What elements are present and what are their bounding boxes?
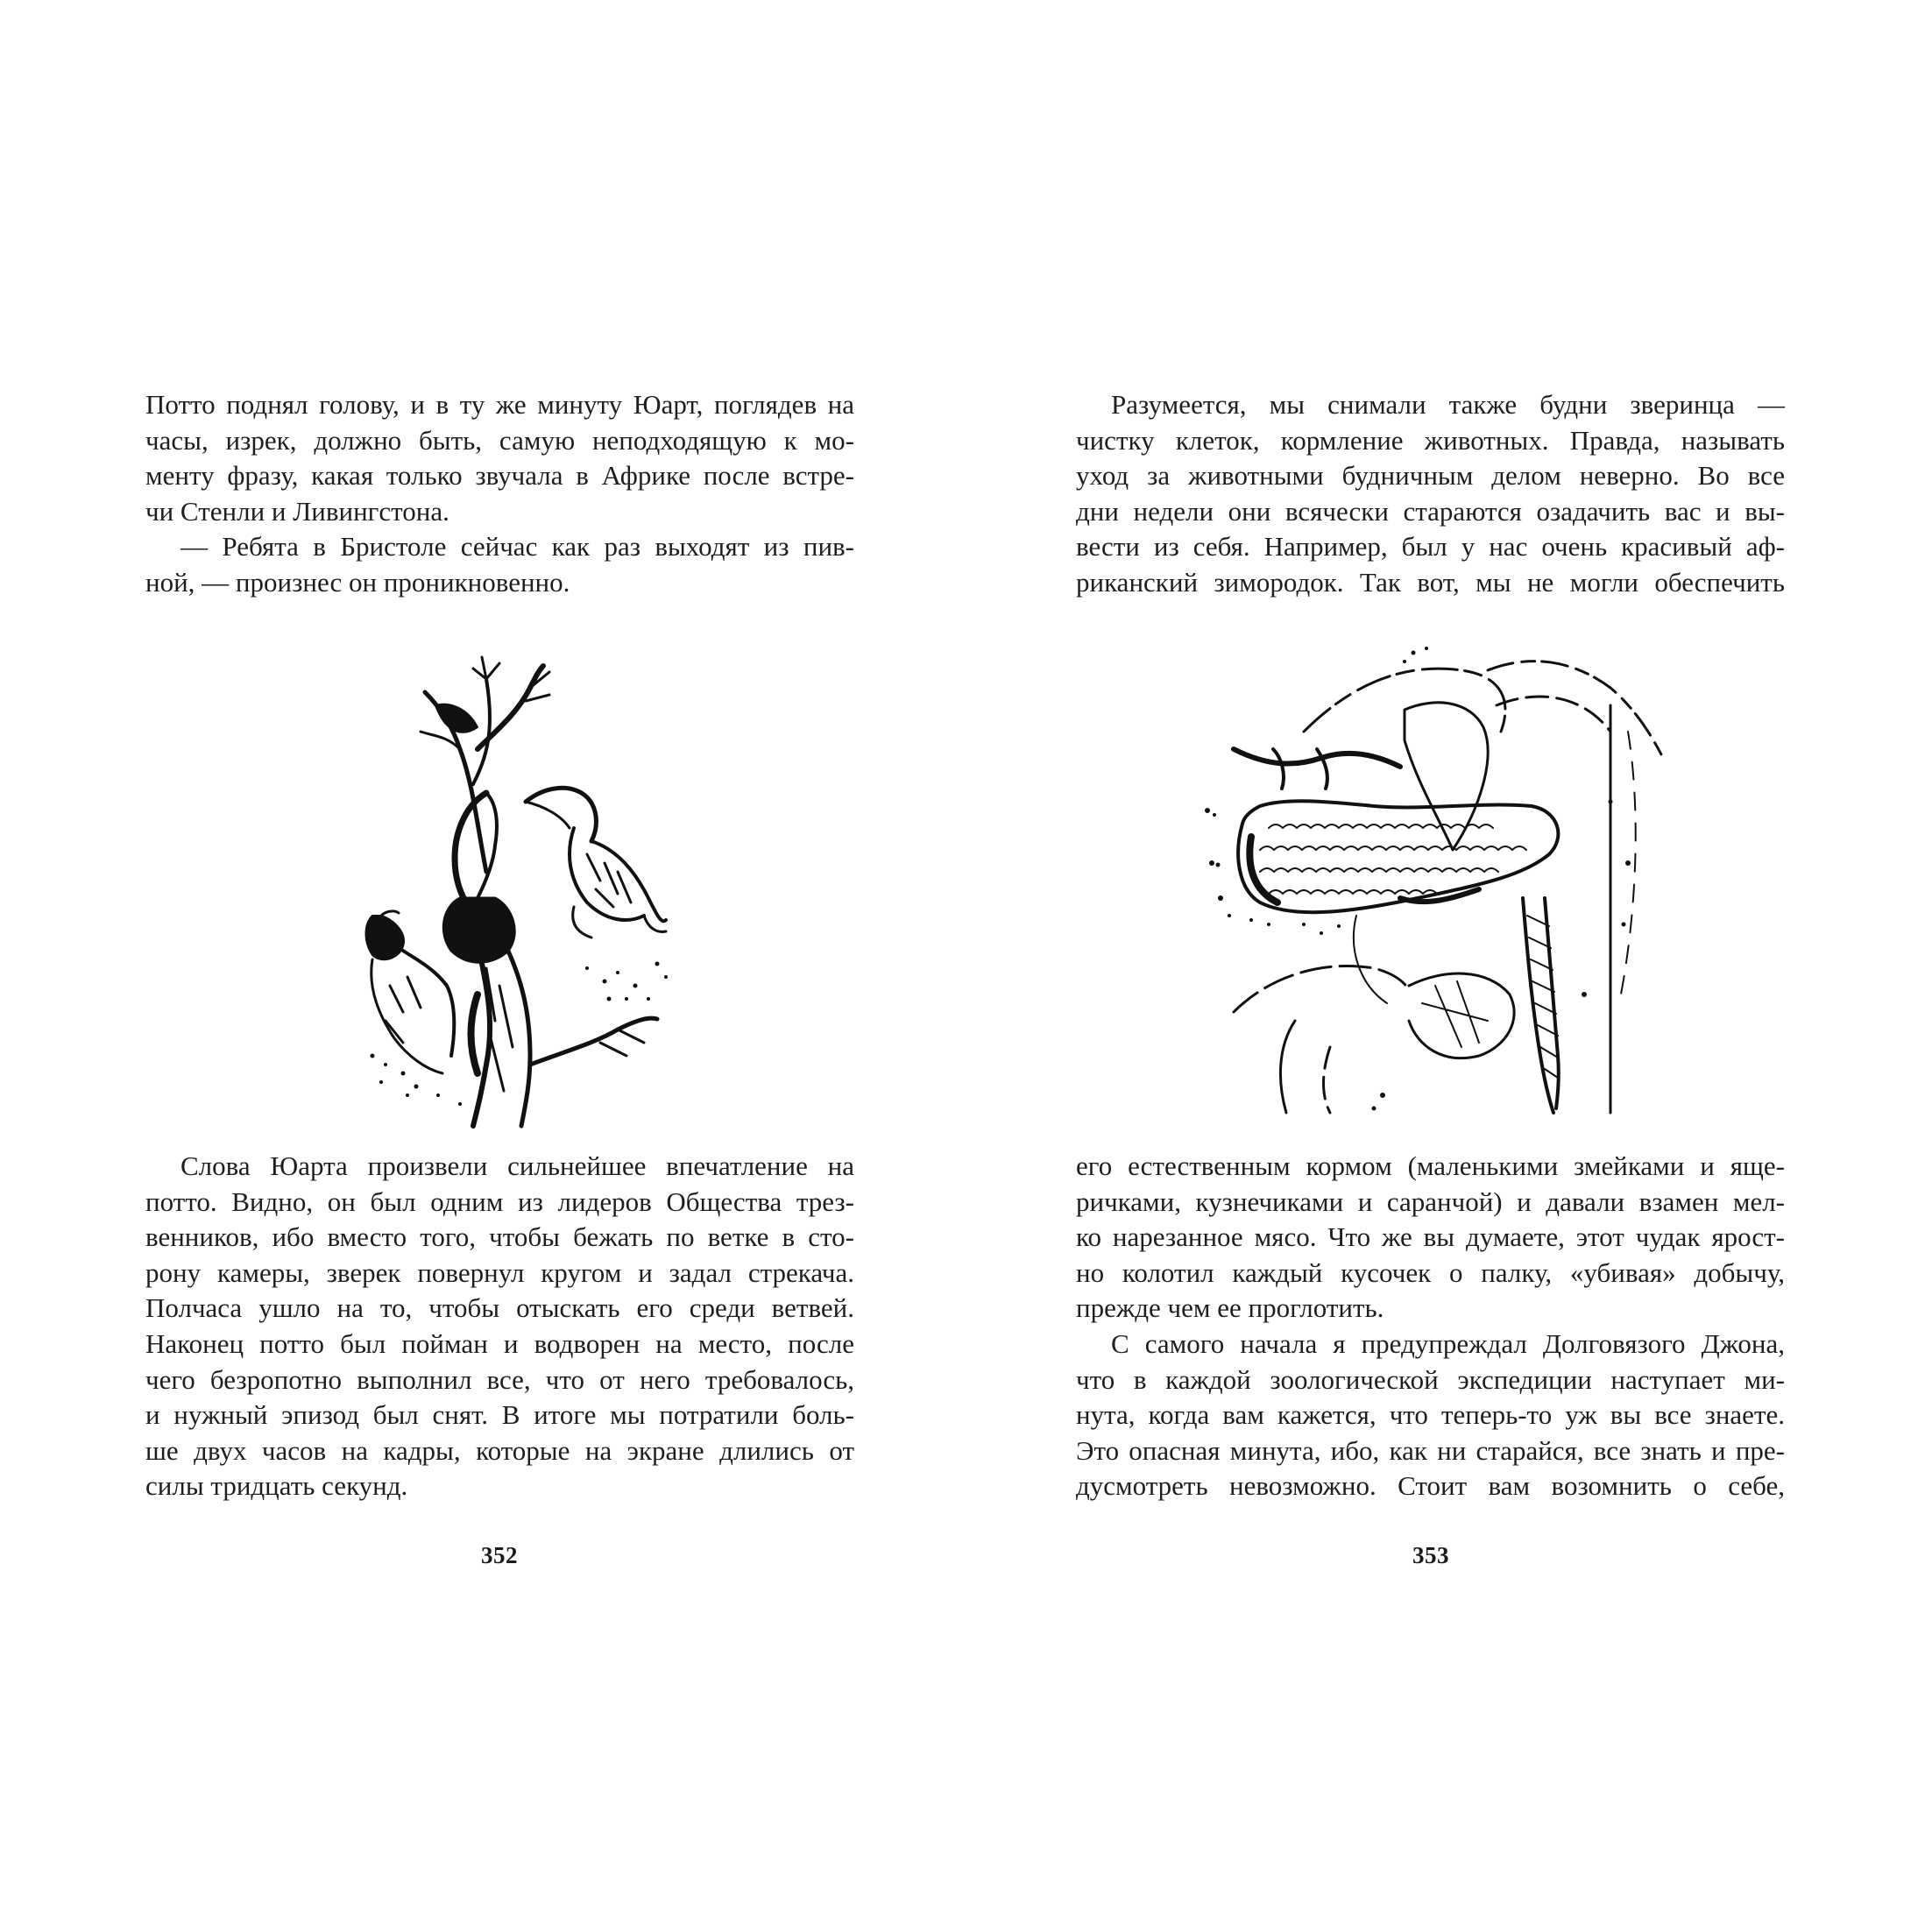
text-line: вести из себя. Например, был у нас очень красивый аф- xyxy=(1076,531,1785,563)
left-page-top-text xyxy=(145,387,854,601)
right-page xyxy=(966,0,1932,1932)
paragraph xyxy=(1076,1327,1785,1504)
text-line: — Ребята в Бристоле сейчас как раз выходят из пив- xyxy=(180,531,854,563)
right-page-bottom-text xyxy=(1076,1149,1785,1504)
text-line: потто. Видно, он был одним из лидеров Общества трез- xyxy=(145,1185,854,1217)
pangolin-illustration xyxy=(1199,635,1689,1122)
hornbills-illustration xyxy=(355,653,688,1130)
illustration-pangolin-icon xyxy=(1199,635,1689,1122)
text-line: ной, — произнес он проникновенно. xyxy=(145,566,570,598)
page-number-right: 353 xyxy=(1412,1542,1449,1568)
paragraph xyxy=(1076,387,1785,601)
text-line: уход за животными будничным делом неверно. Во все xyxy=(1076,460,1785,492)
text-line: Это опасная минута, ибо, как ни старайся, все знать и пре- xyxy=(1076,1434,1785,1466)
illustration-hornbills-icon xyxy=(355,653,688,1130)
text-line: прежде чем ее проглотить. xyxy=(1076,1292,1384,1324)
text-line: дусмотреть невозможно. Стоит вам возомнить о себе, xyxy=(1076,1470,1785,1502)
text-line: С самого начала я предупреждал Долговязого Джона, xyxy=(1111,1327,1785,1359)
text-line: что в каждой зоологической экспедиции наступает ми- xyxy=(1076,1363,1785,1395)
text-line: чистку клеток, кормление животных. Правда, называть xyxy=(1076,424,1785,456)
text-line: чи Стенли и Ливингстона. xyxy=(145,495,449,527)
text-line: часы, изрек, должно быть, самую неподходящую к мо- xyxy=(145,424,854,456)
text-line: и нужный эпизод был снят. В итоге мы потратили боль- xyxy=(145,1399,854,1431)
paragraph xyxy=(145,529,854,600)
text-line: Разумеется, мы снимали также будни зверинца — xyxy=(1111,389,1785,420)
text-line: рону камеры, зверек повернул кругом и задал стрекача. xyxy=(145,1256,854,1288)
text-line: его естественным кормом (маленькими змейками и яще- xyxy=(1076,1150,1785,1181)
text-line: ричками, кузнечиками и саранчой) и давали взамен мел- xyxy=(1076,1185,1785,1217)
text-line: Наконец потто был пойман и водворен на место, после xyxy=(145,1327,854,1359)
paragraph xyxy=(1076,1149,1785,1327)
text-line: венников, ибо вместо того, чтобы бежать по ветке в сто- xyxy=(145,1221,854,1253)
text-line: Потто поднял голову, и в ту же минуту Юарт, поглядев на xyxy=(145,389,854,420)
text-line: но колотил каждый кусочек о палку, «убивая» добычу, xyxy=(1076,1256,1785,1288)
paragraph xyxy=(145,1149,854,1504)
text-line: силы тридцать секунд. xyxy=(145,1470,408,1502)
page-number-left: 352 xyxy=(481,1542,518,1568)
text-line: Слова Юарта произвели сильнейшее впечатление на xyxy=(180,1150,854,1181)
text-line: дни недели они всячески стараются озадачить вас и вы- xyxy=(1076,495,1785,527)
text-line: ко нарезанное мясо. Что же вы думаете, этот чудак ярост- xyxy=(1076,1221,1785,1253)
right-page-top-text xyxy=(1076,387,1785,601)
text-line: риканский зимородок. Так вот, мы не могли обеспечить xyxy=(1076,566,1785,598)
left-page-bottom-text xyxy=(145,1149,854,1504)
paragraph xyxy=(145,387,854,529)
text-line: чего безропотно выполнил все, что от него требовалось, xyxy=(145,1363,854,1395)
text-line: Полчаса ушло на то, чтобы отыскать его среди ветвей. xyxy=(145,1292,854,1324)
text-line: менту фразу, какая только звучала в Африке после встре- xyxy=(145,460,854,492)
text-line: нута, когда вам кажется, что теперь-то уж вы все знаете. xyxy=(1076,1399,1785,1431)
text-line: ше двух часов на кадры, которые на экране длились от xyxy=(145,1434,854,1466)
